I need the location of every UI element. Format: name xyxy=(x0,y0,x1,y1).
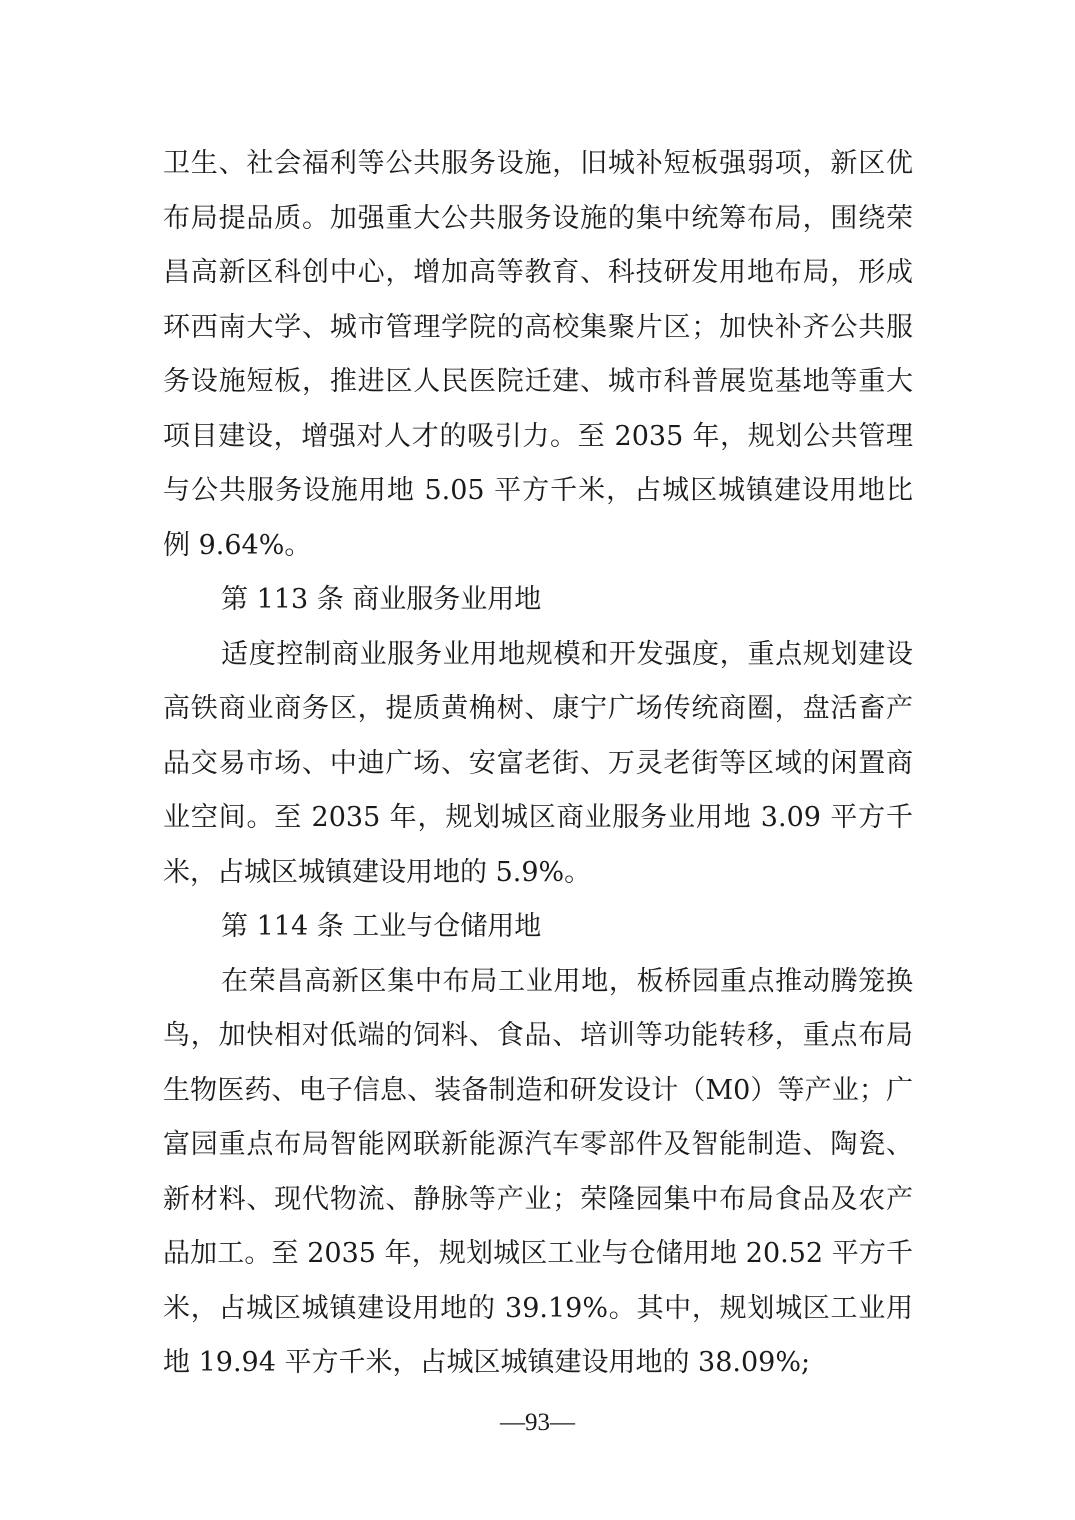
page-body xyxy=(163,137,913,1391)
page-number: —93— xyxy=(500,1409,575,1436)
paragraph-commercial-land: 适度控制商业服务业用地规模和开发强度，重点规划建设高铁商业商务区，提质黄桷树、康宁广场传统商圈，盘活畜产品交易市场、中迪广场、安富老街、万灵老街等区域的闲置商业空间。至 2035 年，规划城区商业服务业用地 3.09 平方千米，占城区城镇建设用地的 5.9%。 xyxy=(163,638,913,888)
paragraph-industrial-land: 在荣昌高新区集中布局工业用地，板桥园重点推动腾笼换鸟，加快相对低端的饲料、食品、培训等功能转移，重点布局生物医药、电子信息、装备制造和研发设计（M0）等产业；广富园重点布局智能网联新能源汽车零部件及智能制造、陶瓷、新材料、现代物流、静脉等产业；荣隆园集中布局食品及农产品加工。至 2035 年，规划城区工业与仓储用地 20.52 平方千米，占城区城镇建设用地的 39.19%。其中，规划城区工业用地 19.94 平方千米，占城区城镇建设用地的 38.09%; xyxy=(163,965,913,1378)
article-114-heading: 第 114 条 工业与仓储用地 xyxy=(221,911,542,942)
article-113-heading: 第 113 条 商业服务业用地 xyxy=(221,584,542,615)
paragraph-public-services: 卫生、社会福利等公共服务设施，旧城补短板强弱项，新区优布局提品质。加强重大公共服务设施的集中统筹布局，围绕荣昌高新区科创中心，增加高等教育、科技研发用地布局，形成环西南大学、城市管理学院的高校集聚片区；加快补齐公共服务设施短板，推进区人民医院迁建、城市科普展览基地等重大项目建设，增强对人才的吸引力。至 2035 年，规划公共管理与公共服务设施用地 5.05 平方千米，占城区城镇建设用地比例 9.64%。 xyxy=(163,148,913,561)
